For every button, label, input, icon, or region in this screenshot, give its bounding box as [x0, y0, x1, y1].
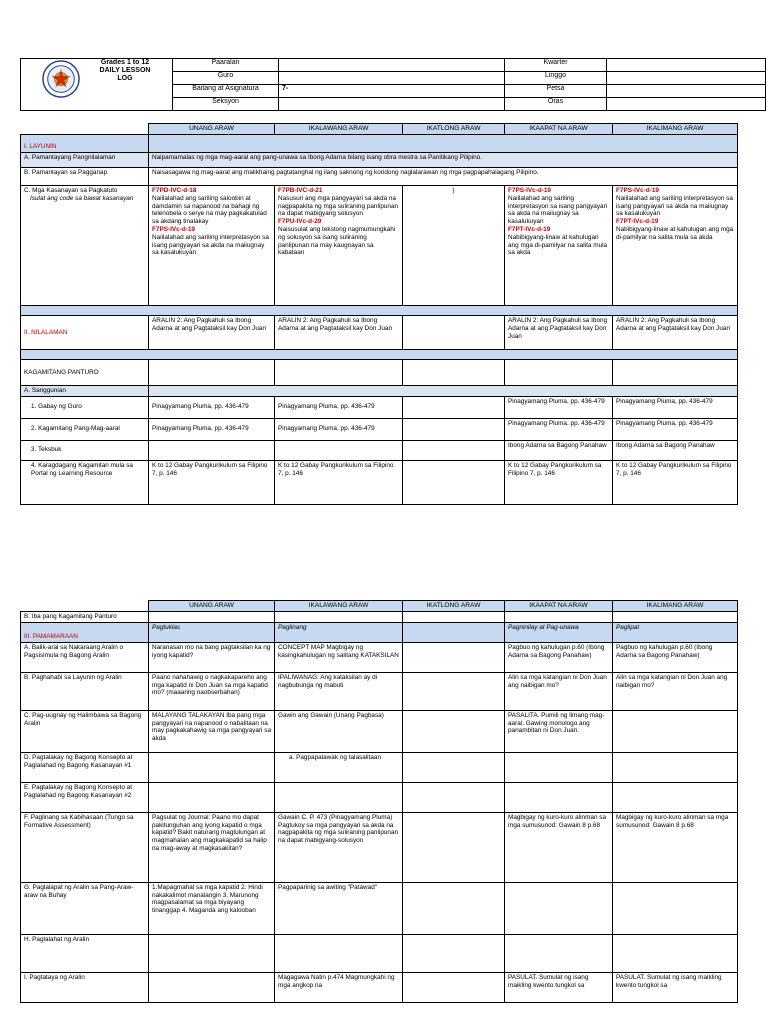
gabay-day4: Pinagyamang Pluma, pp. 436-479	[505, 396, 613, 418]
i-day4: PASULAT. Sumulat ng isang maikling kwento tungkol sa	[505, 972, 613, 1002]
a-day1: Naranasan mo na bang pagtaksilan ka ng iyong kapatid?	[149, 642, 275, 672]
f-label: F. Paglinang sa Kabihasaan (Tungo sa Formative Assessment)	[21, 812, 149, 882]
petsa-value[interactable]	[607, 85, 766, 98]
b-day4: Alin sa mga katangian ni Don Juan ang naibigan mo?	[505, 672, 613, 710]
b-day1: Paano nahahawig o nagkakapareho ang mga kapatid ni Don Juan sa mga kapatid mo? (maaaring naobserbahan)	[149, 672, 275, 710]
p2-day-header-1: UNANG ARAW	[149, 601, 275, 612]
kagamitang-day2: Pinagyamang Pluma, pp. 436-479	[275, 418, 403, 440]
paaralan-label: Paaralan	[173, 59, 279, 72]
kasanayan-cell	[21, 186, 149, 306]
aralin-day1: ARALIN 2: Ang Pagkahuli sa Ibong Adarna at ang Pagtataksil kay Don Juan	[149, 316, 275, 350]
g-day2: Pagpaparinig sa awiting "Patawad"	[275, 882, 403, 934]
i-label: I. Pagtataya ng Aralin	[21, 972, 149, 1002]
kagamitang-day4: Pinagyamang Pluma, pp. 436-479	[505, 418, 613, 440]
kasanayan-day3: )	[403, 186, 505, 306]
f-day2: Gawain C. P. 473 (Pinagyamang Pluma) Pagtukoy sa mga pangyayari sa akda na nagpapakita ng mga suliraning panlipunan na dapat mabigyang-solusyon	[275, 812, 403, 882]
i-day2: Magagawa Natin p.474 Magmungkahi ng mga angkop na	[275, 972, 403, 1002]
i-day5: PASULAT. Sumulat ng isang maikling kwento tungkol sa	[613, 972, 738, 1002]
header-title-cell	[21, 59, 173, 111]
kasanayan-day1: F7PD-IVC-d-18 Naiilalahad ang sariling saloobin at damdamin sa napanood na bahagi ng telenobela o serye na may pagkakatulad sa akdang tinalakay F7PS-IVc-d-19 Naiilalahad ang sariling interpretasyon sa isang pangyayari sa akda na maiiugnay sa kasalukuyan	[149, 186, 275, 306]
p2-day-header-2: IKALAWANG ARAW	[275, 601, 403, 612]
lesson-table-page1	[20, 123, 738, 505]
kagamitang-day1: Pinagyamang Pluma, pp. 436-479	[149, 418, 275, 440]
teksbuk-day4: Ibong Adarna sa Bagong Panahaw	[505, 440, 613, 460]
kagamitang-day5: Pinagyamang Pluma, pp. 436-479	[613, 418, 738, 440]
pamantayan-pangnilalaman-text: Naipamamalas ng mga mag-aaral ang pang-unawa sa Ibong Adarna bilang isang obra mestra sa Panitikang Pilipino.	[149, 153, 738, 168]
h-label: H. Paglalahat ng Aralin	[21, 934, 149, 972]
pamantayan-pagganap-text: Naisasagawa ng mag-aaral ang malikhaing pagtatanghal ng ilang saknong ng koridong naglalarawan ng mga pagpapahalagang Pilipino.	[149, 168, 738, 186]
a-day2: CONCEPT MAP Magbigay ng kasingkahulugan ng salitang KATAKSILAN	[275, 642, 403, 672]
oras-value[interactable]	[607, 98, 766, 111]
kasanayan-day2: F7PB-IVC-d-21 Nasusuri ang mga pangyayari sa akda na nagpapakita ng mga suliraning panlipunan na dapat mabigyang solusyon F7PU-IVc-d-29 Naisusulat ang tekstong nagmumungkahi ng solusyon sa isang suliraning panlipunan na may kaugnayan sa kabataan	[275, 186, 403, 306]
dll-label: DAILY LESSON	[99, 67, 151, 74]
f-day1: Pagsulat ng Journal: Paano mo dapat pakitunguhan ang iyong kapatid o mga kapatid? Bakit naturang magtulungan at magmahalan ang magkakapatid sa halip na mag-away at magkasakitan?	[149, 812, 275, 882]
layunin-heading: I. LAYUNIN	[24, 143, 57, 151]
day-header-5: IKALIMANG ARAW	[613, 124, 738, 135]
pamamaraan-day2: Paglinang	[275, 622, 403, 642]
aralin-day4: ARALIN 2: Ang Pagkahuli sa Ibong Adarna at ang Pagtataksil kay Don Juan	[505, 316, 613, 350]
baitang-value[interactable]: 7-	[279, 85, 505, 98]
e-label: E. Pagtalakay ng Bagong Konsepto at Paglalahad ng Bagong Kasanayan #2	[21, 782, 149, 812]
kwarter-value[interactable]	[607, 59, 766, 72]
pamantayan-pangnilalaman-label: A. Pamantayang Pangnilalaman	[21, 153, 149, 168]
a-label: A. Balik-aral sa Nakaraang Aralin o Pagsisimula ng Bagong Aralin	[21, 642, 149, 672]
kagamitang-pang-label: 2. Kagamitang Pang-Mag-aaral	[21, 418, 149, 440]
d-day2: a. Pagpapalawak ng talasalitaan	[275, 752, 403, 782]
pamantayan-pagganap-label: B. Pamantayan sa Pagganap	[21, 168, 149, 186]
day-header-4: IKAAPAT NA ARAW	[505, 124, 613, 135]
karagdagang-day1: K to 12 Gabay Pangkurikulum sa Filipino 7, p. 146	[149, 460, 275, 504]
seksyon-label: Seksyon	[173, 98, 279, 111]
pamamaraan-day5: Paglipat	[613, 622, 738, 642]
c-day4: PASALITA. Pumili ng limang mag-aaral. Gawing monologo ang panambitan ni Don Juan.	[505, 710, 613, 752]
linggo-label: Linggo	[505, 72, 607, 85]
pamamaraan-heading: III. PAMAMARAAN	[24, 633, 78, 640]
g-label: G. Paglalapat ng Aralin sa Pang-Araw-araw na Buhay	[21, 882, 149, 934]
karagdagang-day5: K to 12 Gabay Pangkurikulum sa Filipino 7, p. 146	[613, 460, 738, 504]
d-label: D. Pagtalakay ng Bagong Konsepto at Paglalahad ng Bagong Kasanayan #1	[21, 752, 149, 782]
linggo-value[interactable]	[607, 72, 766, 85]
oras-label: Oras	[505, 98, 607, 111]
kagamitan-heading: KAGAMITANG PANTURO	[21, 360, 149, 386]
karagdagang-day2: K to 12 Gabay Pangkurikulum sa Filipino 7, p. 146	[275, 460, 403, 504]
a-day5: Pagbuo ng kahulugan p.60 (Ibong Adarna sa Bagong Panahaw)	[613, 642, 738, 672]
gabay-day5: Pinagyamang Pluma, pp. 436-479	[613, 396, 738, 418]
b-day2: IPALIWANAG: Ang kataksilan ay di nagbubunga ng mabuti	[275, 672, 403, 710]
aralin-day2: ARALIN 2: Ang Pagkahuli sa Ibong Adarna at ang Pagtataksil kay Don Juan	[275, 316, 403, 350]
kasanayan-label: C. Mga Kasanayan sa Pagkatuto	[24, 187, 118, 194]
kasanayan-note: Isulat ang code sa bawat kasanayan	[30, 194, 134, 202]
kasanayan-day5: F7PS-IVc-d-19 Naiilalahad ang sariling interpretasyon sa isang pangyayari sa akda na maiiugnay sa kasalukuyan F7PT-IVc-d-19 Nabibigyang-linaw at kahulugan ang mga di-pamilyar na salita mula sa akda	[613, 186, 738, 306]
gabay-day1: Pinagyamang Pluma, pp. 436-479	[149, 396, 275, 418]
day-header-1: UNANG ARAW	[149, 124, 275, 135]
p2-day-header-4: IKAAPAT NA ARAW	[505, 601, 613, 612]
day-header-2: IKALAWANG ARAW	[275, 124, 403, 135]
log-label: LOG	[117, 75, 133, 82]
pamamaraan-day1: Pagtuklas	[149, 622, 275, 642]
pamamaraan-day4: Pagninilay at Pag-unawa	[505, 622, 613, 642]
c-day2: Gawin ang Gawain (Unang Pagbasa)	[275, 710, 403, 752]
paaralan-value[interactable]	[279, 59, 505, 72]
f-day5: Magbigay ng kuro-kuro alinman sa mga sumusunod: Gawain 8 p.68	[613, 812, 738, 882]
aralin-day5: ARALIN 2: Ang Pagkahuli sa Ibong Adarna at ang Pagtataksil kay Don Juan	[613, 316, 738, 350]
petsa-label: Petsa	[505, 85, 607, 98]
kwarter-label: Kwarter	[505, 59, 607, 72]
day-header-3: IKATLONG ARAW	[403, 124, 505, 135]
day-header-row	[21, 124, 738, 135]
kasanayan-day4: F7PS-IVc-d-19 Naiilalahad ang sariling interpretasyon sa isang pangyayari sa akda na maiiugnay sa kasalukuyan F7PT-IVc-d-19 Nabibigyang-linaw at kahulugan ang mga di-pamilyar na salita mula sa akda	[505, 186, 613, 306]
grades-label: Grades 1 to 12	[100, 59, 150, 66]
teksbuk-day5: Ibong Adarna sa Bagong Panahaw	[613, 440, 738, 460]
p2-day-header-3: IKATLONG ARAW	[403, 601, 505, 612]
seksyon-value[interactable]	[279, 98, 505, 111]
b-day5: Alin sa mga katangian ni Don Juan ang naibigan mo?	[613, 672, 738, 710]
g-day1: 1.Mapagmahal sa mga kapatid 2. Hindi nakakalimot manalangin 3. Marunong magpasalamat sa mga biyayang tinanggap 4. Maganda ang kalooban	[149, 882, 275, 934]
p2-day-header-5: IKALIMANG ARAW	[613, 601, 738, 612]
f-day4: Magbigay ng kuro-kuro alinman sa mga sumusunod: Gawain 8 p.68	[505, 812, 613, 882]
iba-pang-label: B. Iba pang Kagamitang Panturo	[21, 612, 149, 623]
gabay-label: 1. Gabay ng Guro	[21, 396, 149, 418]
sanggunian-label: A. Sanggunian	[21, 386, 149, 397]
baitang-label: Baitang at Asignatura	[173, 85, 279, 98]
c-day1: MALAYANG TALAKAYAN Iba pang mga pangyayari na napanood o nabalitaan na may pagkakahawig sa mga pangyayari sa akda	[149, 710, 275, 752]
karagdagang-label: 4. Karagdagang Kagamitan mula sa Portal ng Learning Resource	[21, 460, 149, 504]
b-label: B. Paghahabi sa Layunin ng Aralin	[21, 672, 149, 710]
a-day4: Pagbuo ng kahulugan p.60 (Ibong Adarna sa Bagong Panahaw)	[505, 642, 613, 672]
teksbuk-label: 3. Teksbuk	[21, 440, 149, 460]
guro-label: Guro	[173, 72, 279, 85]
gabay-day2: Pinagyamang Pluma, pp. 436-479	[275, 396, 403, 418]
guro-value[interactable]	[279, 72, 505, 85]
c-label: C. Pag-uugnay ng Halimbawa sa Bagong Aralin	[21, 710, 149, 752]
nilalaman-heading: II. NILALAMAN	[24, 328, 68, 336]
karagdagang-day4: K to 12 Gabay Pangkurikulum sa Filipino 7, p. 146	[505, 460, 613, 504]
header-table	[20, 58, 766, 111]
lesson-table-page2	[20, 600, 738, 1003]
